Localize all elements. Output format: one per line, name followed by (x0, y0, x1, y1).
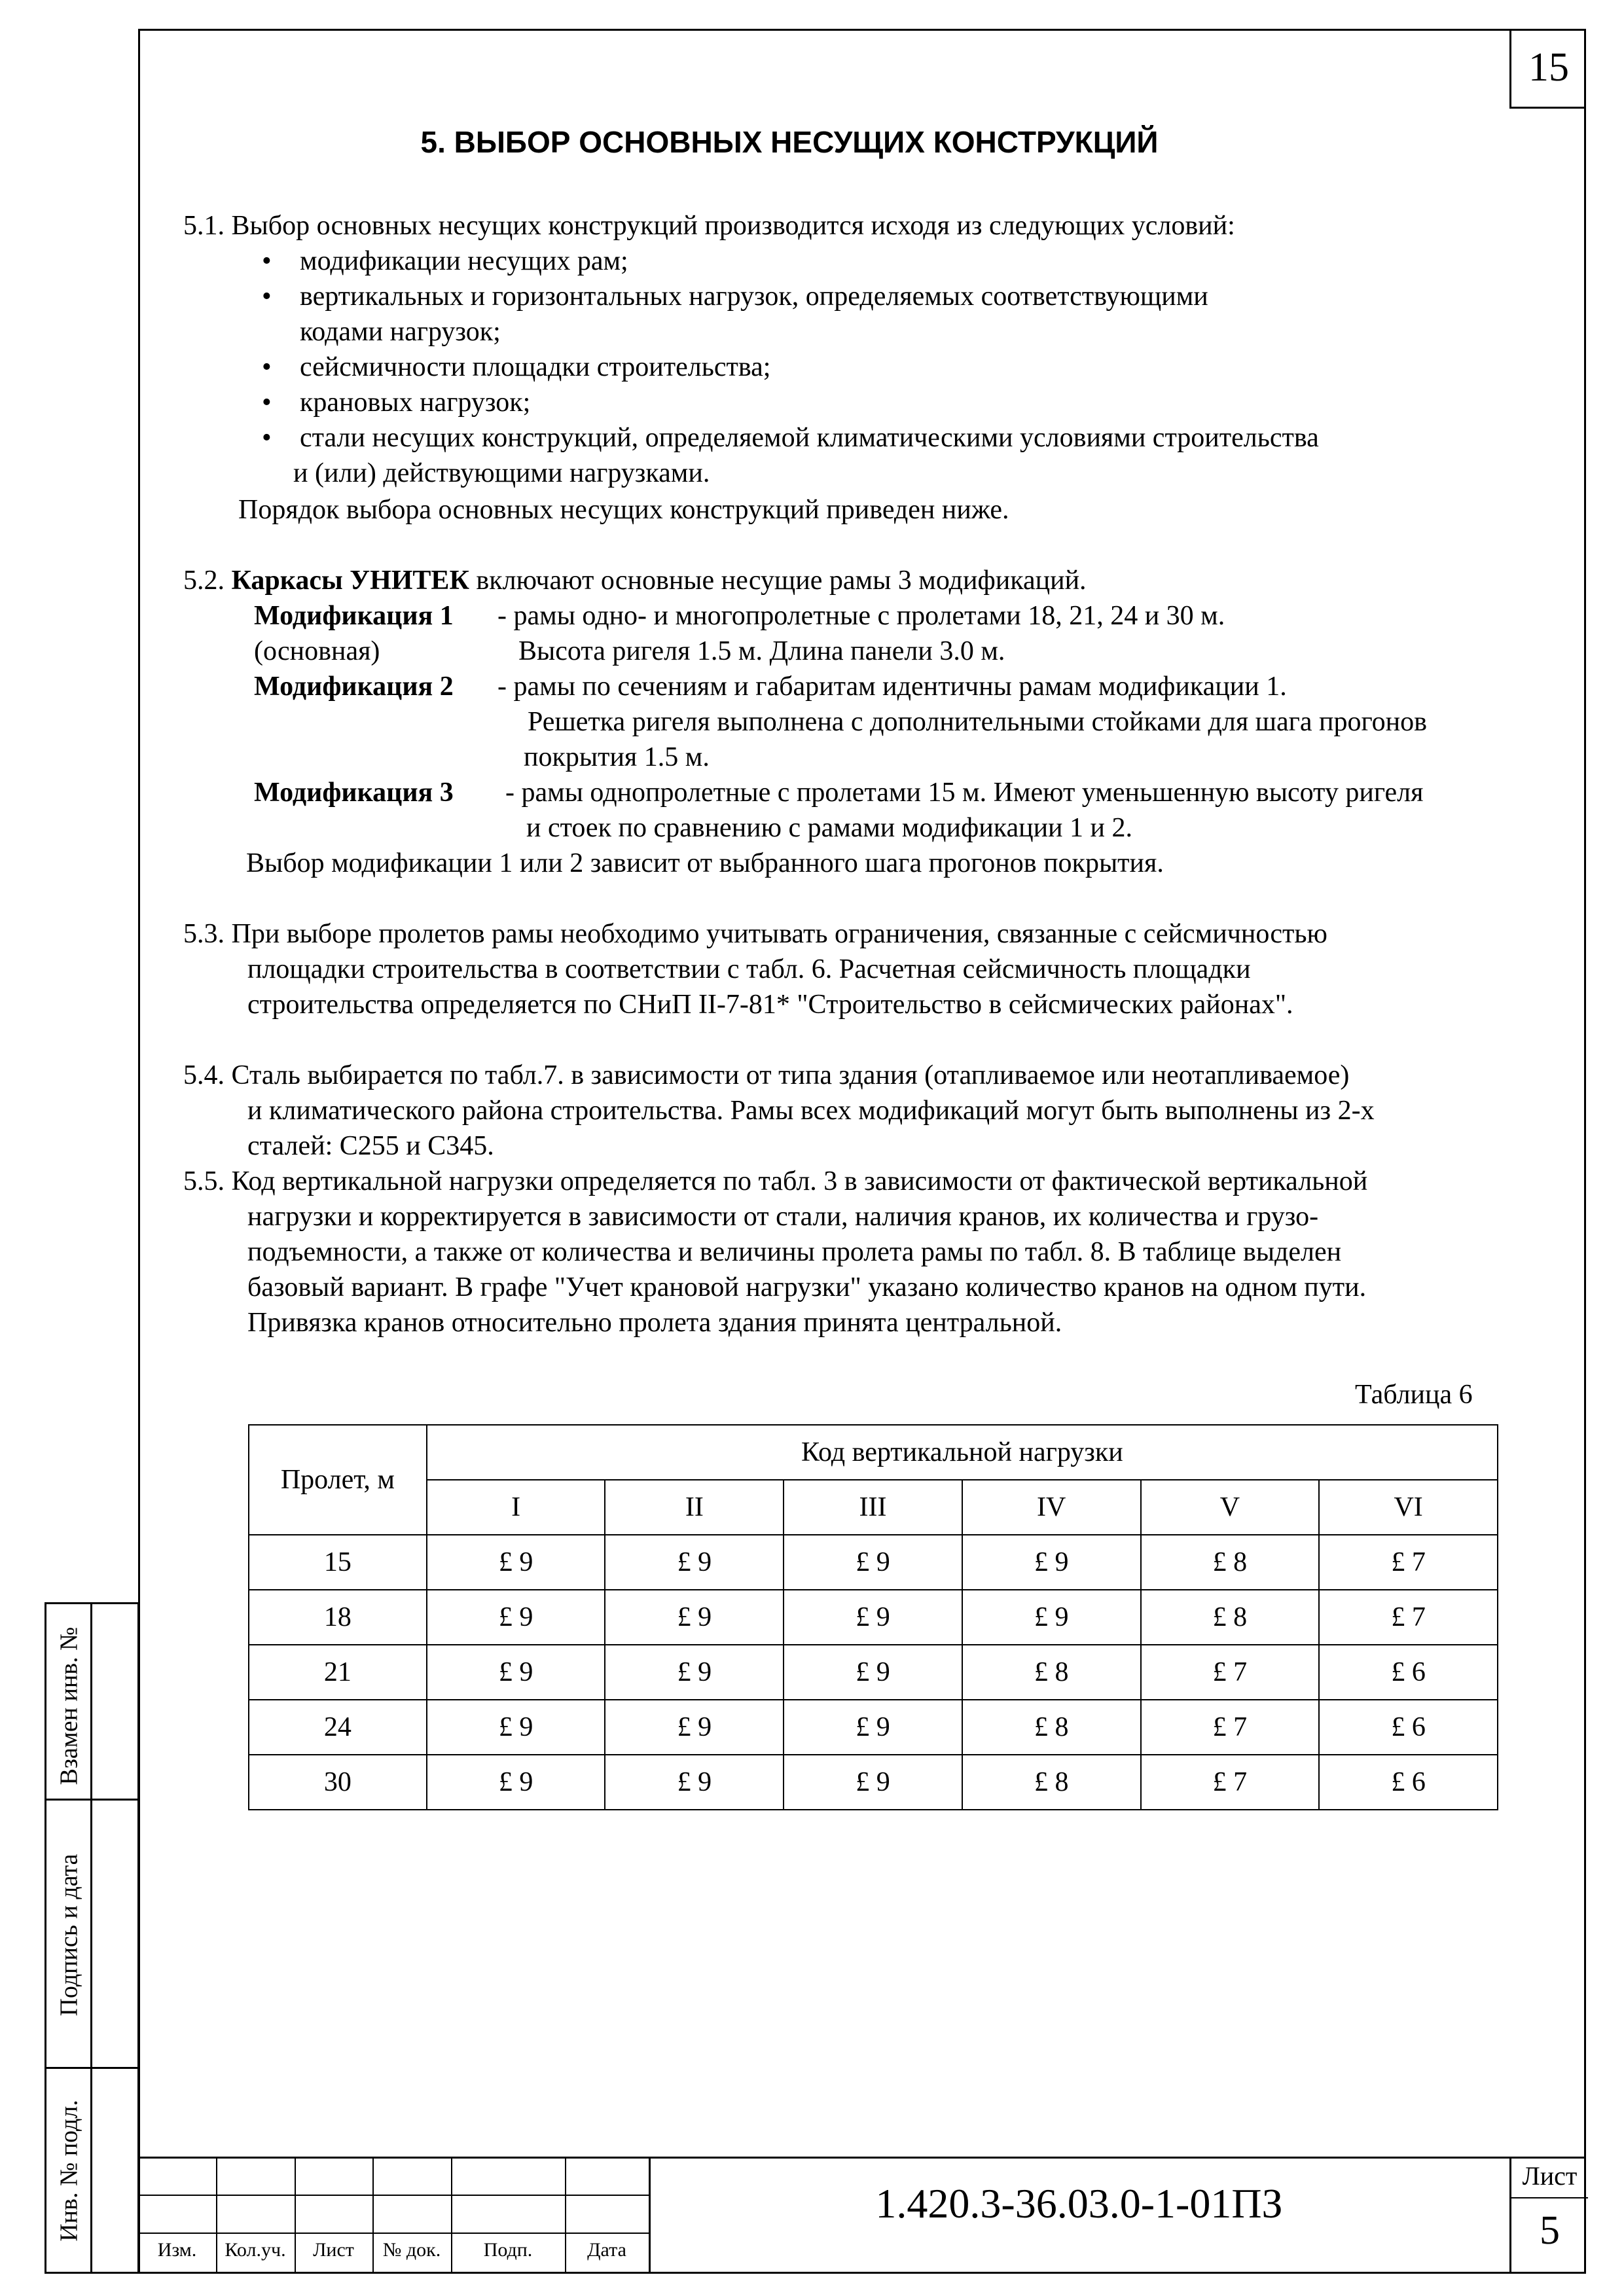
code-col-header: IV (962, 1480, 1141, 1535)
code-cell: £ 7 (1319, 1535, 1498, 1590)
s51-bullet-2: вертикальных и горизонтальных нагрузок, определяемых соответствующими (300, 281, 1208, 312)
code-cell: £ 9 (784, 1590, 962, 1645)
table-row (249, 1755, 1498, 1810)
s52-mod2-text-2: Решетка ригеля выполнена с дополнительными стойками для шага прогонов (528, 707, 1427, 737)
code-cell: £ 9 (427, 1535, 605, 1590)
code-col-header: V (1141, 1480, 1320, 1535)
side-label-sign: Подпись и дата (55, 1854, 82, 2017)
s51-bullet-3: сейсмичности площадки строительства; (300, 352, 771, 382)
code-cell: £ 9 (784, 1645, 962, 1700)
bullet-icon: • (262, 352, 272, 382)
code-cell: £ 8 (1141, 1535, 1320, 1590)
table-caption: Таблица 6 (1355, 1380, 1473, 1410)
bullet-icon: • (262, 281, 272, 312)
side-label-replace: Взамен инв. № (55, 1626, 82, 1785)
s51-bullet-4: крановых нагрузок; (300, 387, 531, 418)
section-title: 5. ВЫБОР ОСНОВНЫХ НЕСУЩИХ КОНСТРУКЦИЙ (420, 125, 1159, 159)
code-cell: £ 9 (605, 1700, 784, 1755)
s51-outro: Порядок выбора основных несущих конструкций приведен ниже. (238, 495, 1009, 525)
s54-line-1: 5.4. Сталь выбирается по табл.7. в зависимости от типа здания (отапливаемое или неотапливаемое) (183, 1060, 1350, 1090)
code-cell: £ 9 (605, 1535, 784, 1590)
span-cell: 30 (249, 1755, 427, 1810)
code-cell: £ 9 (784, 1700, 962, 1755)
code-cell: £ 9 (605, 1645, 784, 1700)
s52-mod2-text: - рамы по сечениям и габаритам идентичны рамам модификации 1. (497, 672, 1287, 702)
table-header-codes (249, 1480, 1498, 1535)
code-cell: £ 9 (427, 1755, 605, 1810)
s51-bullet-2-cont: кодами нагрузок; (300, 317, 501, 347)
code-cell: £ 9 (962, 1535, 1141, 1590)
code-cell: £ 8 (1141, 1590, 1320, 1645)
stamp-ndok: № док. (382, 2239, 441, 2261)
s52-mod2-text-3: покрытия 1.5 м. (524, 742, 710, 772)
s51-bullet-5: стали несущих конструкций, определяемой климатическими условиями строительства (300, 423, 1319, 453)
code-cell: £ 8 (962, 1645, 1141, 1700)
code-cell: £ 7 (1319, 1590, 1498, 1645)
s55-line-5: Привязка кранов относительно пролета здания принята центральной. (247, 1308, 1062, 1338)
code-cell: £ 9 (962, 1590, 1141, 1645)
s52-mod1-text-2: Высота ригеля 1.5 м. Длина панели 3.0 м. (518, 636, 1005, 666)
table-row (249, 1535, 1498, 1590)
code-col-header: VI (1319, 1480, 1498, 1535)
bullet-icon: • (262, 246, 272, 276)
table-row (249, 1590, 1498, 1645)
code-cell: £ 8 (962, 1700, 1141, 1755)
code-cell: £ 6 (1319, 1700, 1498, 1755)
page-number: 15 (1509, 29, 1586, 109)
span-cell: 24 (249, 1700, 427, 1755)
s55-line-4: базовый вариант. В графе "Учет крановой нагрузки" указано количество кранов на одном пути. (247, 1272, 1367, 1302)
code-col-header: II (605, 1480, 784, 1535)
code-cell: £ 9 (427, 1590, 605, 1645)
s55-line-1: 5.5. Код вертикальной нагрузки определяется по табл. 3 в зависимости от фактической вертикальной (183, 1166, 1368, 1196)
s52-mod3-text-2: и стоек по сравнению с рамами модификации 1 и 2. (526, 813, 1133, 843)
stamp-list: Лист (313, 2239, 354, 2261)
code-cell: £ 7 (1141, 1645, 1320, 1700)
code-cell: £ 6 (1319, 1755, 1498, 1810)
side-label-inv: Инв. № подл. (55, 2100, 82, 2242)
sheet-label: Лист (1522, 2161, 1578, 2191)
table-header-row (249, 1425, 1498, 1480)
seismic-table (248, 1424, 1498, 1810)
side-divider (45, 2067, 139, 2069)
code-cell: £ 7 (1141, 1700, 1320, 1755)
code-cell: £ 7 (1141, 1755, 1320, 1810)
s52-mod3-label: Модификация 3 (254, 778, 454, 808)
document-code: 1.420.3-36.03.0-1-01ПЗ (875, 2180, 1283, 2227)
s54-line-2: и климатического района строительства. Рамы всех модификаций могут быть выполнены из 2-х (247, 1096, 1375, 1126)
table-header-span: Пролет, м (249, 1425, 427, 1535)
stamp-data: Дата (587, 2239, 626, 2261)
code-cell: £ 9 (605, 1590, 784, 1645)
s52-mod1-label: Модификация 1 (254, 601, 454, 631)
s51-intro: 5.1. Выбор основных несущих конструкций производится исходя из следующих условий: (183, 211, 1235, 241)
code-cell: £ 9 (427, 1645, 605, 1700)
table-row (249, 1700, 1498, 1755)
table-row (249, 1645, 1498, 1700)
bullet-icon: • (262, 387, 272, 418)
s52-mod3-text: - рамы однопролетные с пролетами 15 м. Имеют уменьшенную высоту ригеля (505, 778, 1424, 808)
s52-mod1-text: - рамы одно- и многопролетные с пролетами 18, 21, 24 и 30 м. (497, 601, 1225, 631)
span-cell: 21 (249, 1645, 427, 1700)
code-col-header: I (427, 1480, 605, 1535)
span-cell: 18 (249, 1590, 427, 1645)
code-cell: £ 6 (1319, 1645, 1498, 1700)
s51-bullet-5-cont: и (или) действующими нагрузками. (293, 458, 710, 488)
s54-line-3: сталей: С255 и С345. (247, 1131, 494, 1161)
code-col-header: III (784, 1480, 962, 1535)
bullet-icon: • (262, 423, 272, 453)
stamp-izm: Изм. (157, 2239, 197, 2261)
stamp-grid (138, 2157, 649, 2274)
code-cell: £ 9 (784, 1755, 962, 1810)
code-cell: £ 9 (427, 1700, 605, 1755)
s53-line-1: 5.3. При выборе пролетов рамы необходимо учитывать ограничения, связанные с сейсмичностью (183, 919, 1327, 949)
s53-line-3: строительства определяется по СНиП II-7-81* "Строительство в сейсмических районах". (247, 990, 1293, 1020)
code-cell: £ 9 (784, 1535, 962, 1590)
s52-line-1: 5.2. Каркасы УНИТЕК включают основные несущие рамы 3 модификаций. (183, 565, 1087, 596)
s52-choice: Выбор модификации 1 или 2 зависит от выбранного шага прогонов покрытия. (246, 848, 1164, 878)
s55-line-2: нагрузки и корректируется в зависимости от стали, наличия кранов, их количества и грузо- (247, 1202, 1319, 1232)
span-cell: 15 (249, 1535, 427, 1590)
s53-line-2: площадки строительства в соответствии с табл. 6. Расчетная сейсмичность площадки (247, 954, 1251, 984)
sheet-box (1509, 2157, 1586, 2274)
stamp-koluch: Кол.уч. (225, 2239, 286, 2261)
s51-bullet-1: модификации несущих рам; (300, 246, 628, 276)
s52-mod2-label: Модификация 2 (254, 672, 454, 702)
s55-line-3: подъемности, а также от количества и величины пролета рамы по табл. 8. В таблице выделен (247, 1237, 1342, 1267)
code-cell: £ 8 (962, 1755, 1141, 1810)
s52-mod1-main: (основная) (254, 636, 380, 666)
code-cell: £ 9 (605, 1755, 784, 1810)
sheet-number: 5 (1540, 2208, 1560, 2253)
table-header-code: Код вертикальной нагрузки (427, 1425, 1498, 1480)
stamp-podp: Подп. (483, 2239, 533, 2261)
